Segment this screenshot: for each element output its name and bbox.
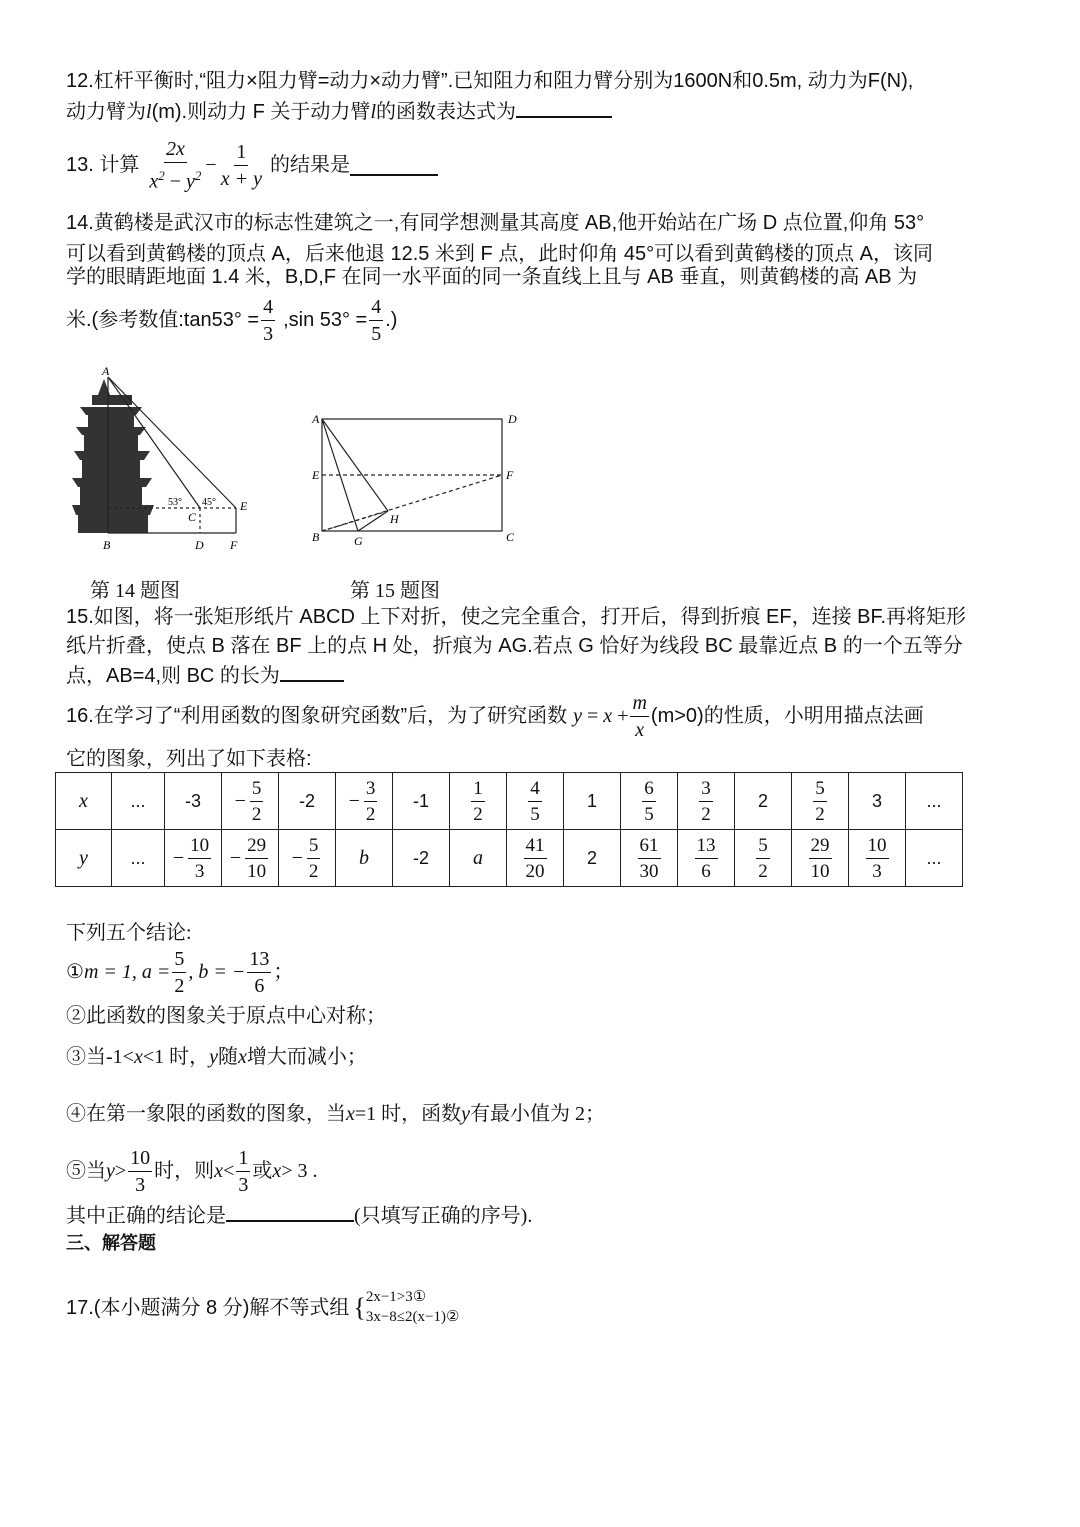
table-cell: -1 (393, 773, 450, 830)
figure-15-caption: 第 15 题图 (350, 580, 440, 602)
section-3-title: 三、解答题 (66, 1233, 156, 1253)
tower-silhouette-icon (72, 379, 154, 533)
table-cell: ... (906, 773, 963, 830)
fig15-label-b: B (312, 530, 320, 544)
conclusion-3: ③当-1<x<1 时，y随x增大而减小； (66, 1046, 367, 1068)
table-cell: − $\frac{29}{10}$ (222, 830, 279, 887)
answer-blank (226, 1200, 354, 1222)
fig15-label-f: F (506, 468, 514, 482)
c1-fraction-a: $\frac{5}{2}$ (174, 947, 185, 997)
answer-blank (516, 96, 612, 118)
q15-line3: 点，AB=4,则 BC 的长为 (66, 660, 344, 691)
table-cell: ... (112, 773, 165, 830)
table-cell: $\frac{1}{2}$ (450, 773, 507, 830)
table-cell: $\frac{13}{6}$ (678, 830, 735, 887)
fig15-label-a: A (312, 412, 320, 426)
answer-blank (280, 660, 344, 682)
table-cell: − $\frac{3}{2}$ (336, 773, 393, 830)
table-cell: 1 (564, 773, 621, 830)
figure-14 (70, 365, 270, 555)
fig15-label-h: H (390, 512, 399, 526)
fig15-label-g: G (354, 534, 363, 548)
q16-line2: 它的图象，列出了如下表格: (66, 748, 312, 770)
fig14-angle-53: 53° (168, 497, 182, 508)
table-cell: 3 (849, 773, 906, 830)
table-cell: $\frac{10}{3}$ (849, 830, 906, 887)
table-cell: − $\frac{10}{3}$ (165, 830, 222, 887)
sin-fraction: $\frac{4}{5}$ (371, 295, 382, 345)
table-cell: − $\frac{5}{2}$ (222, 773, 279, 830)
conclusion-2: ②此函数的图象关于原点中心对称； (66, 1005, 386, 1027)
inequality-system (366, 1287, 460, 1327)
table-cell: a (450, 830, 507, 887)
table-cell: $\frac{4}{5}$ (507, 773, 564, 830)
q13-fraction-1: $\frac{2x}{x^2 - y^2}$ (149, 138, 202, 193)
fig14-label-a: A (102, 365, 110, 378)
table-cell: $\frac{41}{20}$ (507, 830, 564, 887)
q14-line1: 14.黄鹤楼是武汉市的标志性建筑之一,有同学想测量其高度 AB,他开始站在广场 D 点位置,仰角 53° (66, 212, 925, 234)
fig14-label-e: E (240, 499, 248, 513)
table-row-x (56, 773, 963, 830)
table-cell: $\frac{61}{30}$ (621, 830, 678, 887)
table-cell: ... (906, 830, 963, 887)
conclusion-5: ⑤当 y > $\frac{10}{3}$ 时，则 x < $\frac{1}{3}$ 或 x > 3 . (66, 1146, 318, 1196)
table-cell: b (336, 830, 393, 887)
q15-line1: 15.如图，将一张矩形纸片 ABCD 上下对折，使之完全重合，打开后，得到折痕 EF，连接 BF.再将矩形 (66, 606, 967, 628)
table-cell: 2 (564, 830, 621, 887)
conclusion-1: ① m = 1, a = $\frac{5}{2}$ , b = − $\frac{13}{6}$ ； (66, 947, 294, 997)
conclusions-intro: 下列五个结论: (66, 922, 192, 944)
q15-line2: 纸片折叠，使点 B 落在 BF 上的点 H 处，折痕为 AG.若点 G 恰好为线段 BC 最靠近点 B 的一个五等分 (66, 635, 963, 657)
q14-line2: 可以看到黄鹤楼的顶点 A，后来他退 12.5 米到 F 点，此时仰角 45°可以看到黄鹤楼的顶点 A，该同 (66, 243, 933, 265)
fig14-label-d: D (195, 538, 204, 552)
q12-line1: 12.杠杆平衡时,“阻力×阻力臂=动力×动力臂”.已知阻力和阻力臂分别为1600N和0.5m, 动力为F(N), (66, 70, 914, 92)
table-header-y: y (56, 830, 112, 887)
inequality-1: 2x−1>3① (365, 1289, 427, 1305)
answer-blank (350, 154, 438, 176)
q13: 13. 计算 $\frac{2x}{x^2 - y^2}$ − $\frac{1}{x + y}$ 的结果是 (66, 136, 438, 195)
values-table (55, 772, 963, 887)
table-cell: − $\frac{5}{2}$ (279, 830, 336, 887)
fig15-label-c: C (506, 530, 515, 544)
table-cell: $\frac{6}{5}$ (621, 773, 678, 830)
q14-line3: 学的眼睛距地面 1.4 米，B,D,F 在同一水平面的同一条直线上且与 AB 垂直，则黄鹤楼的高 AB 为 (66, 266, 918, 288)
q17: 17.(本小题满分 8 分)解不等式组 { 2x−1>3① 3x−8≤2(x−1)② (66, 1288, 459, 1328)
table-cell: $\frac{5}{2}$ (792, 773, 849, 830)
table-cell: -3 (165, 773, 222, 830)
function-fraction: $\frac{m}{x}$ (632, 691, 647, 741)
table-cell: -2 (279, 773, 336, 830)
fig14-angle-45: 45° (202, 497, 216, 508)
q14-line4: 米.(参考数值:tan53° = $\frac{4}{3}$ ,sin 53° = $\frac{4}{5}$ .) (66, 295, 398, 345)
brace-icon: { (353, 1293, 366, 1322)
fig14-label-f: F (230, 538, 238, 552)
c5-fraction-2: $\frac{1}{3}$ (238, 1146, 249, 1196)
table-cell: ... (112, 830, 165, 887)
table-row-y (56, 830, 963, 887)
c1-fraction-b: $\frac{13}{6}$ (249, 947, 270, 997)
table-cell: 2 (735, 773, 792, 830)
table-cell: $\frac{3}{2}$ (678, 773, 735, 830)
figure-14-caption: 第 14 题图 (90, 580, 180, 602)
fig15-label-d: D (508, 412, 517, 426)
conclusion-4: ④在第一象限的函数的图象，当x=1 时，函数y有最小值为 2； (66, 1103, 606, 1125)
figure-15 (308, 405, 528, 550)
q16-line1: 16.在学习了“利用函数的图象研究函数”后，为了研究函数 y = x + $\frac{m}{x}$ (m>0)的性质，小明用描点法画 (66, 691, 924, 741)
table-cell: $\frac{5}{2}$ (735, 830, 792, 887)
fig14-label-c: C (188, 510, 197, 524)
q12-line2: 动力臂为l(m).则动力 F 关于动力臂l的函数表达式为 (66, 96, 612, 127)
fig14-label-b: B (103, 538, 111, 552)
q16-answer-line: 其中正确的结论是 (只填写正确的序号). (66, 1200, 532, 1231)
table-cell: $\frac{29}{10}$ (792, 830, 849, 887)
q13-fraction-2: $\frac{1}{x + y}$ (220, 140, 262, 190)
c5-fraction-1: $\frac{10}{3}$ (130, 1146, 151, 1196)
tan-fraction: $\frac{4}{3}$ (263, 295, 274, 345)
table-header-x: x (56, 773, 112, 830)
fig15-label-e: E (312, 468, 320, 482)
table-cell: -2 (393, 830, 450, 887)
inequality-2: 3x−8≤2(x−1)② (365, 1309, 460, 1325)
